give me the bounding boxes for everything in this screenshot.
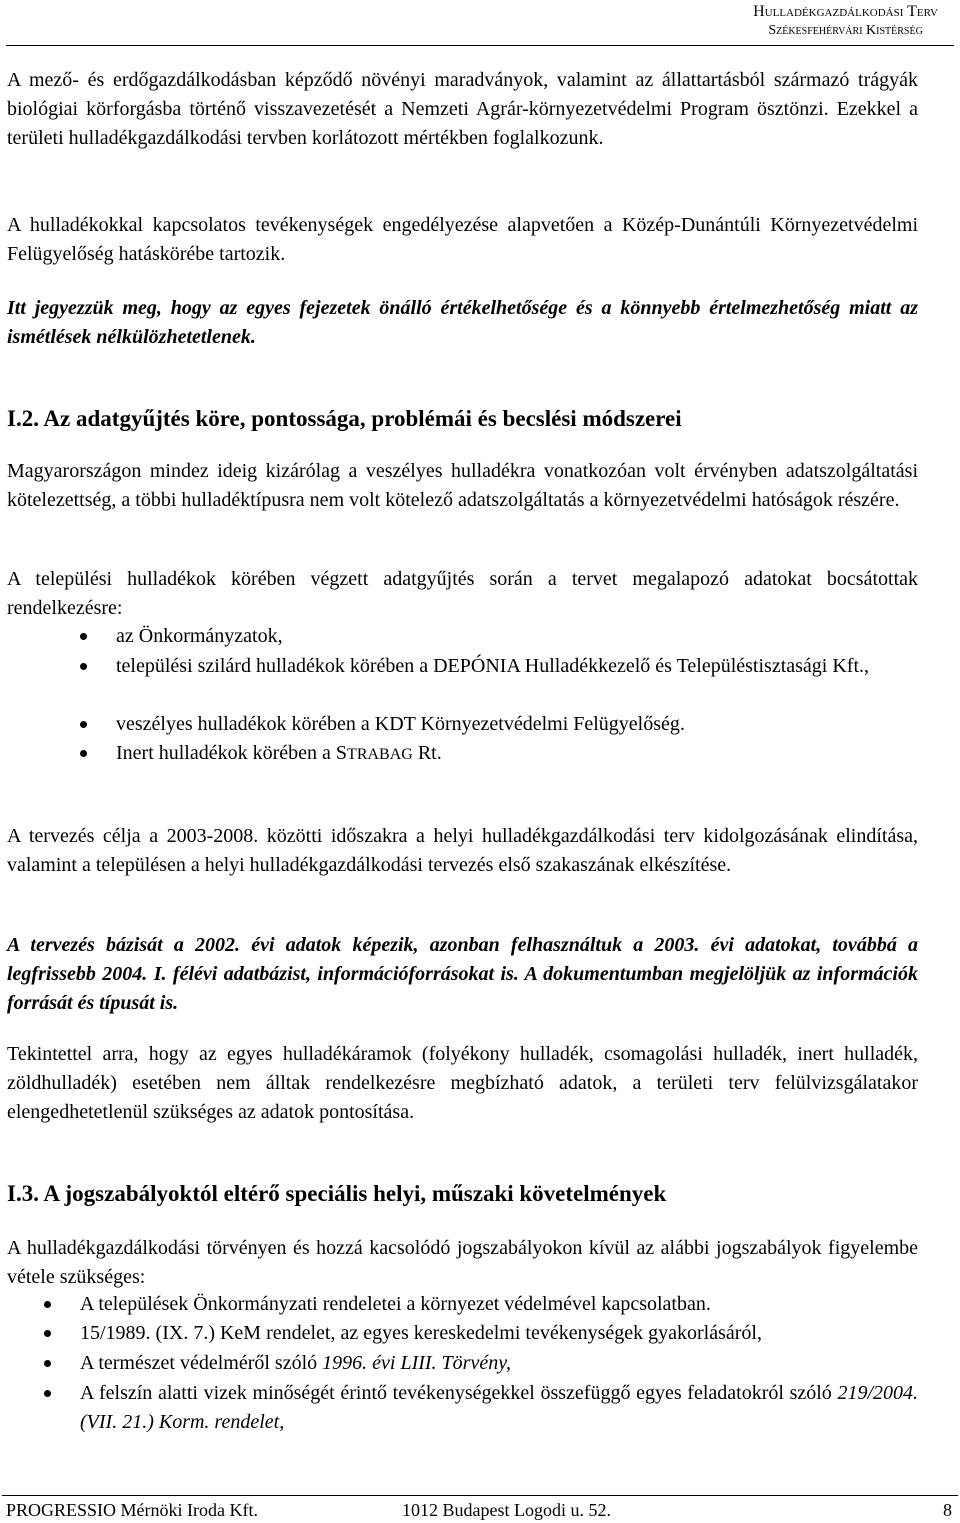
page-number: 8 [943, 1500, 952, 1520]
running-header [753, 2, 938, 40]
bullet-icon [80, 633, 87, 640]
header-subtitle: Székesfehérvári Kistérség [768, 23, 923, 38]
paragraph-permits: A hulladékokkal kapcsolatos tevékenységek engedélyezése alapvetően a Közép-Dunántúli Környezetvédelmi Felügyelőség hatáskörébe tartozik. [7, 214, 918, 265]
list-item: A természet védelméről szóló 1996. évi LIII. Törvény, [80, 1352, 511, 1374]
paragraph-planning-goal: A tervezés célja a 2003-2008. közötti időszakra a helyi hulladékgazdálkodási terv kidolgozásának elindítása, valamint a településen a helyi hulladékgazdálkodási tervezés első szakaszának elkészítése. [7, 825, 918, 876]
list-item: 15/1989. (IX. 7.) KeM rendelet, az egyes kereskedelmi tevékenységek gyakorlásáról, [80, 1322, 762, 1344]
list-item: az Önkormányzatok, [116, 625, 283, 647]
list-item: Inert hulladékok körében a STRABAG Rt. [116, 742, 442, 764]
header-divider [6, 45, 954, 46]
list-item: A települések Önkormányzati rendeletei a környezet védelmével kapcsolatban. [80, 1293, 711, 1315]
header-title: Hulladékgazdálkodási Terv [753, 3, 938, 20]
paragraph-planning-base: A tervezés bázisát a 2002. évi adatok képezik, azonban felhasználtuk a 2003. évi adatokat, továbbá a legfrissebb 2004. I. félévi adatbázist, információforrásokat is. A dokumentumban megjelöljük az információk forrását és típusát is. [7, 934, 918, 1014]
list-item: A felszín alatti vizek minőségét érintő tevékenységekkel összefüggő egyes feladatokról szóló 219/2004. (VII. 21.) Korm. rendelet, [80, 1382, 918, 1433]
paragraph-note: Itt jegyezzük meg, hogy az egyes fejezetek önálló értékelhetősége és a könnyebb értelmezhetőség miatt az ismétlések nélkülözhetetlenek. [7, 297, 918, 348]
list-item: veszélyes hulladékok körében a KDT Környezetvédelmi Felügyelőség. [116, 713, 685, 735]
section-heading-1-3: I.3. A jogszabályoktól eltérő speciális helyi, műszaki követelmények [7, 1181, 667, 1206]
paragraph-legislation: A hulladékgazdálkodási törvényen és hozzá kacsolódó jogszabályokon kívül az alábbi jogszabályok figyelembe vétele szükséges: [7, 1237, 918, 1288]
paragraph-waste-streams: Tekintettel arra, hogy az egyes hulladékáramok (folyékony hulladék, csomagolási hulladék, inert hulladék, zöldhulladék) esetében nem álltak rendelkezésre megbízható adatok, a területi terv felülvizsgálatakor elengedhetetlenül szükséges az adatok pontosítása. [7, 1043, 918, 1123]
paragraph-hungary-data: Magyarországon mindez ideig kizárólag a veszélyes hulladékra vonatkozóan volt érvényben adatszolgáltatási kötelezettség, a többi hulladéktípusra nem volt kötelező adatszolgáltatás a környezetvédelmi hatóságok részére. [7, 460, 918, 511]
bullet-icon [80, 750, 87, 757]
list-item: települési szilárd hulladékok körében a DEPÓNIA Hulladékkezelő és Településtisztasági Kft., [116, 655, 870, 677]
footer-company: PROGRESSIO Mérnöki Iroda Kft. [6, 1500, 258, 1520]
bullet-icon [44, 1390, 51, 1397]
paragraph-municipal-data: A települési hulladékok körében végzett adatgyűjtés során a tervet megalapozó adatokat bocsátottak rendelkezésre: [7, 568, 918, 619]
paragraph-agri: A mező- és erdőgazdálkodásban képződő növényi maradványok, valamint az állattartásból származó trágyák biológiai körforgásba történő visszavezetését a Nemzeti Agrár-környezetvédelmi Program ösztönzi. Ezekkel a területi hulladékgazdálkodási tervben korlátozott mértékben foglalkozunk. [7, 69, 918, 149]
footer-divider [2, 1495, 958, 1496]
bullet-icon [80, 721, 87, 728]
footer-address: 1012 Budapest Logodi u. 52. [402, 1500, 611, 1520]
section-heading-1-2: I.2. Az adatgyűjtés köre, pontossága, problémái és becslési módszerei [7, 406, 682, 431]
bullet-icon [44, 1301, 51, 1308]
bullet-icon [44, 1360, 51, 1367]
bullet-icon [80, 663, 87, 670]
bullet-icon [44, 1330, 51, 1337]
